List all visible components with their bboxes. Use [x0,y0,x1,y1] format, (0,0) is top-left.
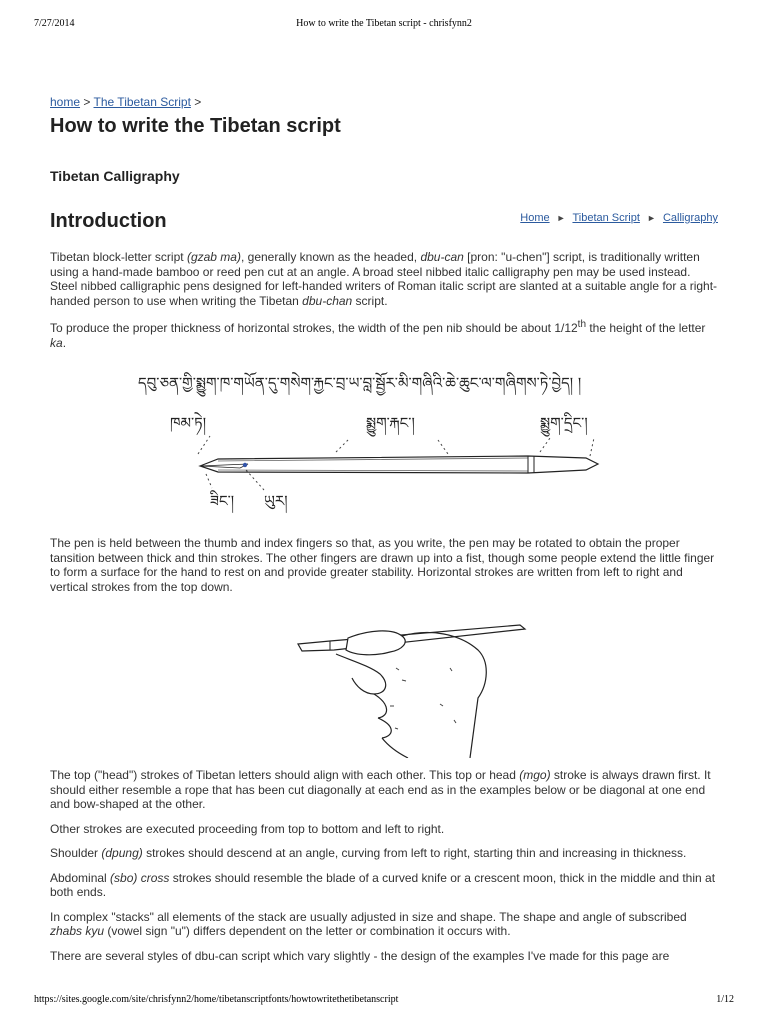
p2-text-a: To produce the proper thickness of horizontal strokes, the width of the pen nib should be about 1/12 [50,321,578,335]
p8-text-a: In complex "stacks" all elements of the stack are usually adjusted in size and shape. The shape and angle of subscribed [50,909,687,924]
curled-fingers-shape [374,694,391,738]
breadcrumb-separator: > [83,95,91,109]
section-nav-tibetan-script-link[interactable]: Tibetan Script [572,212,640,224]
hand-pen-shape [298,625,525,651]
paragraph-abdominal-strokes [50,871,718,900]
hand-shading [390,668,456,729]
p8-text-b: (vowel sign "u") differs dependent on the letter or combination it occurs with. [104,924,511,938]
page-subtitle: Tibetan Calligraphy [50,168,180,184]
intro-heading: Introduction [50,210,167,232]
p7-text-a: Abdominal [50,870,111,885]
wrist-outline [382,738,408,758]
index-finger-shape [336,654,386,694]
paragraph-shoulder-strokes [50,846,718,861]
print-page-title: How to write the Tibetan script - chrisfynn2 [296,18,472,29]
p1-text-a: Tibetan block-letter script [50,250,187,264]
p1-text-c: [pron: "u-chen"] script, is traditionally written using a hand-made bamboo or reed pen cut at an angle. A broad steel nibbed italic calligraphy pen may be used instead. Steel nibbed calligraphic pens designed for left-handed writers of Roman italic script are slanted at a suitable angle for a right-handed person to use when writing the Tibetan [50,250,718,308]
paragraph-intro [50,250,718,308]
p1-em-gzab-ma: (gzab ma) [186,250,241,264]
p8-em-zhabs-kyu: zhabs kyu [50,924,105,938]
hand-illustration-svg [50,608,718,758]
section-nav-arrow-icon: ► [556,213,566,223]
thumb-shape [346,631,405,655]
p1-em-dbu-chan: dbu-chan [302,293,353,308]
p2-em-ka: ka [50,335,63,350]
section-nav [520,212,718,224]
pen-leader-lines [198,436,594,456]
breadcrumb-tibetan-script-link[interactable]: The Tibetan Script [93,95,191,109]
pen-diagram [50,358,718,526]
p6-text-a: Shoulder [50,846,102,860]
pen-diagram-svg [50,358,718,526]
p6-text-b: strokes should descend at an angle, curving from left to right, starting thin and increasing in thickness. [142,846,687,860]
pen-nib-leader-lines [206,470,264,490]
p6-em-dpung: (dpung) [101,846,143,860]
p1-text-d: script. [352,293,388,308]
pen-label-tip: ཁམ་ཏེ། [170,414,207,432]
p2-text-c: . [62,335,67,350]
p7-em-sbo: (sbo) cross [110,870,170,885]
breadcrumb-home-link[interactable]: home [50,95,81,109]
paragraph-pen-width [50,318,718,350]
page-title: How to write the Tibetan script [50,115,341,137]
p2-text-b: the height of the letter [586,321,706,335]
print-url: https://sites.google.com/site/chrisfynn2/home/tibetanscriptfonts/howtowritethetibetanscript [34,994,399,1005]
hand-back-outline [402,632,486,758]
paragraph-styles: There are several styles of dbu-can script which vary slightly - the design of the examples I've made for this page are [50,948,670,963]
p4-text-a: The top ("head") strokes of Tibetan letters should align with each other. This top or head [50,768,520,782]
pen-label-shaft: སྨྱུག་རྐང་། [366,414,415,432]
p1-text-b: , generally known as the headed, [240,250,421,264]
section-nav-calligraphy-link[interactable]: Calligraphy [662,212,718,224]
pen-label-nib-right: ཡུར། [264,492,288,510]
p2-superscript: th [577,319,587,330]
paragraph-stroke-order: Other strokes are executed proceeding from top to bottom and left to right. [50,821,445,836]
main-content [50,95,718,963]
paragraph-head-strokes [50,768,718,812]
pen-label-nib-left: ཟིང་། [210,492,235,510]
paragraph-stacks [50,910,718,939]
section-nav-arrow-icon: ► [646,213,656,223]
hand-holding-pen-illustration [50,608,718,758]
section-nav-home-link[interactable]: Home [520,212,550,224]
print-page-number: 1/12 [716,994,734,1005]
breadcrumb-separator: > [194,95,202,109]
p4-em-mgo: (mgo) [519,768,551,782]
p1-em-dbu-can: dbu-can [420,250,464,264]
pen-diagram-caption: དབུ་ཅན་གྱི་སྨྱུག་ཁ་གཡོན་དུ་གསེག་རྐྱང་བྲ་ཡ་བླ་སྦྱོར་མི་གཞིའི་ཆེ་ཆུང་ལ་གཞིགས་ཏེ་བྱེད། ། [138,374,582,392]
breadcrumb [50,95,718,109]
p7-text-b: strokes should resemble the blade of a curved knife or a crescent moon, thick in the middle and thin at both ends. [50,870,716,899]
intro-header-row [50,210,718,240]
p4-text-b: stroke is always drawn first. It should either resemble a rope that has been cut diagonally at each end as in the examples below or be diagonal at one end and bow-shaped at the other. [50,768,711,811]
paragraph-pen-holding: The pen is held between the thumb and index fingers so that, as you write, the pen may be rotated to obtain the proper tansition between thick and thin strokes. The other fingers are drawn up into a fist, though some people extend the little finger to form a surface for the hand to rest on and provide greater stability. Horizontal strokes are written from left to right and vertical strokes from the top down. [50,536,715,594]
pen-nib-hole-icon [243,463,247,467]
print-date: 7/27/2014 [34,18,75,29]
pen-label-end: སྨྱུག་དྲིང་། [540,414,588,432]
